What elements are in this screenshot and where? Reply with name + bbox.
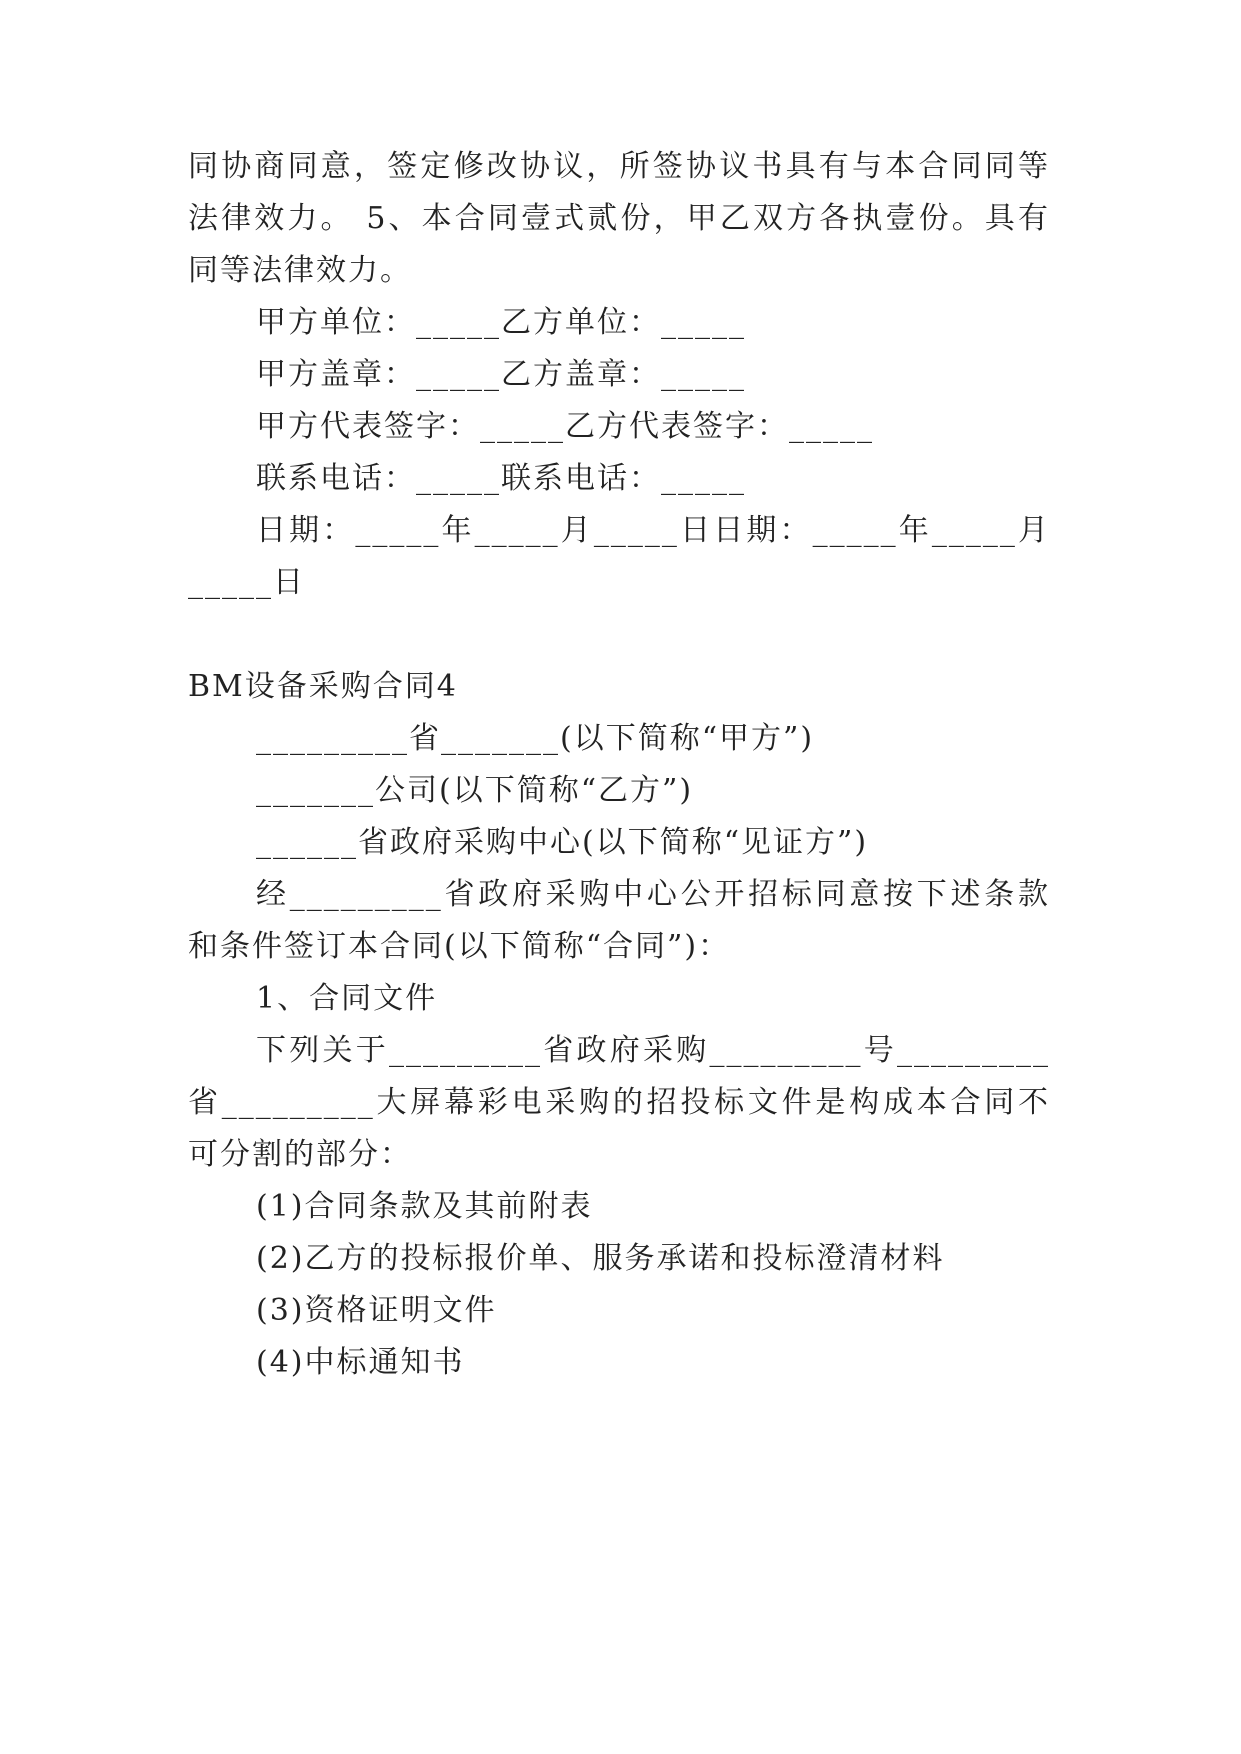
party-b-line: _______公司(以下简称“乙方”) [256,773,694,808]
signature-date-line: 日期：_____年_____月_____日日期：_____年_____月 [256,513,1050,548]
section-paragraph-line: 可分割的部分： [188,1137,412,1172]
section-paragraph-line: 省_________大屏幕彩电采购的招投标文件是构成本合同不 [188,1085,1050,1120]
section-paragraph-line: 下列关于_________省政府采购_________号_________ [256,1033,1050,1068]
list-item: (4)中标通知书 [256,1345,465,1380]
witness-line: ______省政府采购中心(以下简称“见证方”) [256,825,869,860]
paragraph-line: 法律效力。 5、本合同壹式贰份，甲乙双方各执壹份。具有 [188,201,1050,236]
section-title: 1、合同文件 [256,981,438,1016]
signature-rep-line: 甲方代表签字：_____乙方代表签字：_____ [256,409,874,444]
signature-date-line-continued: _____日 [188,565,305,600]
signature-unit-line: 甲方单位：_____乙方单位：_____ [256,305,746,340]
list-item: (1)合同条款及其前附表 [256,1189,593,1224]
signature-seal-line: 甲方盖章：_____乙方盖章：_____ [256,357,746,392]
paragraph-line: 同等法律效力。 [188,253,412,288]
party-a-line: _________省_______(以下简称“甲方”) [256,721,815,756]
intro-line: 和条件签订本合同(以下简称“合同”)： [188,929,731,964]
contract-title: BM设备采购合同4 [188,669,458,704]
signature-phone-line: 联系电话：_____联系电话：_____ [256,461,746,496]
list-item: (2)乙方的投标报价单、服务承诺和投标澄清材料 [256,1241,945,1276]
paragraph-line: 同协商同意，签定修改协议，所签协议书具有与本合同同等 [188,149,1050,184]
list-item: (3)资格证明文件 [256,1293,497,1328]
intro-line: 经_________省政府采购中心公开招标同意按下述条款 [256,877,1050,912]
